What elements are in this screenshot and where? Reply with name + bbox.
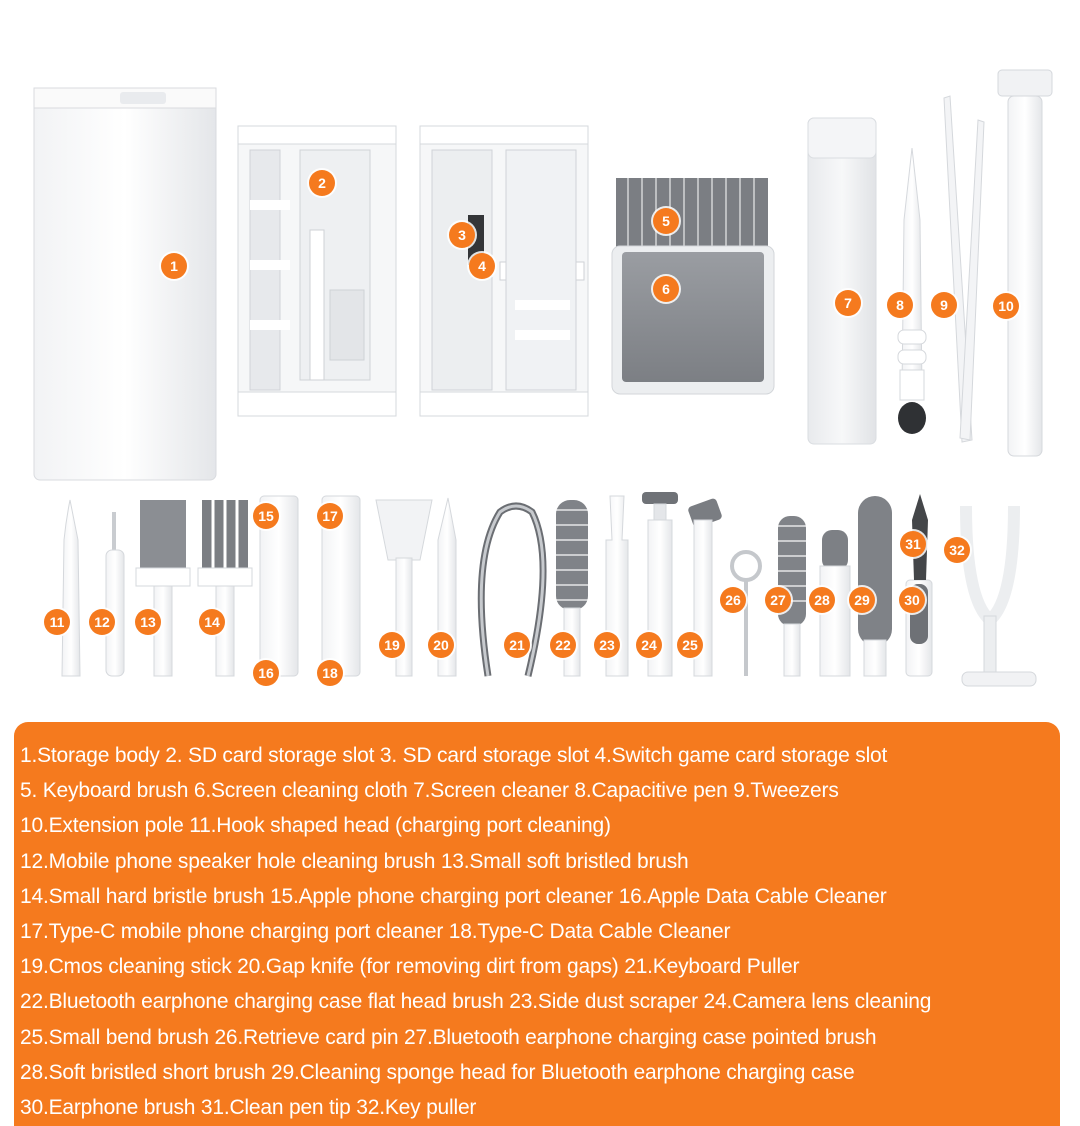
legend-line: 12.Mobile phone speaker hole cleaning brush 13.Small soft bristled brush — [20, 849, 689, 873]
screen-cleaner-bottle — [808, 118, 876, 444]
badge-5: 5 — [653, 208, 679, 234]
tool-speaker-brush — [106, 512, 124, 676]
badge-22: 22 — [550, 632, 576, 658]
badge-14: 14 — [199, 609, 225, 635]
tool-earphone-brush — [906, 494, 932, 676]
badge-12: 12 — [89, 609, 115, 635]
legend-line: 5. Keyboard brush 6.Screen cleaning cloth 7.Screen cleaner 8.Capacitive pen 9.Tweezers — [20, 779, 839, 803]
tool-soft-brush — [136, 500, 190, 676]
badge-24: 24 — [636, 632, 662, 658]
badge-11: 11 — [44, 609, 70, 635]
badge-1: 1 — [161, 253, 187, 279]
legend-line: 30.Earphone brush 31.Clean pen tip 32.Key puller — [20, 1096, 477, 1120]
tool-retrieve-card-pin — [732, 552, 760, 676]
legend-line: 25.Small bend brush 26.Retrieve card pin 27.Bluetooth earphone charging case pointed brush — [20, 1025, 877, 1049]
extension-pole — [998, 70, 1052, 456]
legend-line: 22.Bluetooth earphone charging case flat head brush 23.Side dust scraper 24.Camera lens cleaning — [20, 990, 932, 1014]
badge-2: 2 — [309, 170, 335, 196]
legend-line: 19.Cmos cleaning stick 20.Gap knife (for removing dirt from gaps) 21.Keyboard Puller — [20, 955, 800, 979]
badge-10: 10 — [993, 293, 1019, 319]
open-storage-back — [420, 126, 588, 416]
badge-30: 30 — [899, 587, 925, 613]
capacitive-pen — [898, 148, 926, 434]
legend-line: 28.Soft bristled short brush 29.Cleaning sponge head for Bluetooth earphone charging case — [20, 1060, 855, 1084]
badge-17: 17 — [317, 503, 343, 529]
legend-line: 10.Extension pole 11.Hook shaped head (charging port cleaning) — [20, 814, 611, 838]
tool-hard-brush — [198, 500, 252, 676]
legend-line: 17.Type-C mobile phone charging port cleaner 18.Type-C Data Cable Cleaner — [20, 920, 731, 944]
badge-26: 26 — [720, 587, 746, 613]
badge-27: 27 — [765, 587, 791, 613]
badge-16: 16 — [253, 660, 279, 686]
legend-line: 1.Storage body 2. SD card storage slot 3. SD card storage slot 4.Switch game card storage slot — [20, 744, 888, 767]
badge-8: 8 — [887, 292, 913, 318]
badge-23: 23 — [594, 632, 620, 658]
badge-29: 29 — [849, 587, 875, 613]
badge-31: 31 — [900, 531, 926, 557]
badge-3: 3 — [449, 222, 475, 248]
badge-19: 19 — [379, 632, 405, 658]
tool-sponge-head — [858, 496, 892, 676]
legend-line: 14.Small hard bristle brush 15.Apple phone charging port cleaner 16.Apple Data Cable Cleaner — [20, 884, 887, 908]
badge-32: 32 — [944, 537, 970, 563]
tool-key-puller — [962, 506, 1036, 686]
badge-15: 15 — [253, 503, 279, 529]
badge-20: 20 — [428, 632, 454, 658]
badge-28: 28 — [809, 587, 835, 613]
tweezers — [944, 96, 984, 442]
tool-hook-head — [62, 500, 80, 676]
keyboard-brush — [612, 178, 774, 394]
badge-21: 21 — [504, 632, 530, 658]
badge-7: 7 — [835, 290, 861, 316]
badge-9: 9 — [931, 292, 957, 318]
badge-6: 6 — [653, 276, 679, 302]
badge-13: 13 — [135, 609, 161, 635]
parts-legend — [14, 722, 1060, 1126]
badge-4: 4 — [469, 253, 495, 279]
storage-body — [34, 88, 216, 480]
badge-25: 25 — [677, 632, 703, 658]
open-storage-front — [238, 126, 396, 416]
badge-18: 18 — [317, 660, 343, 686]
